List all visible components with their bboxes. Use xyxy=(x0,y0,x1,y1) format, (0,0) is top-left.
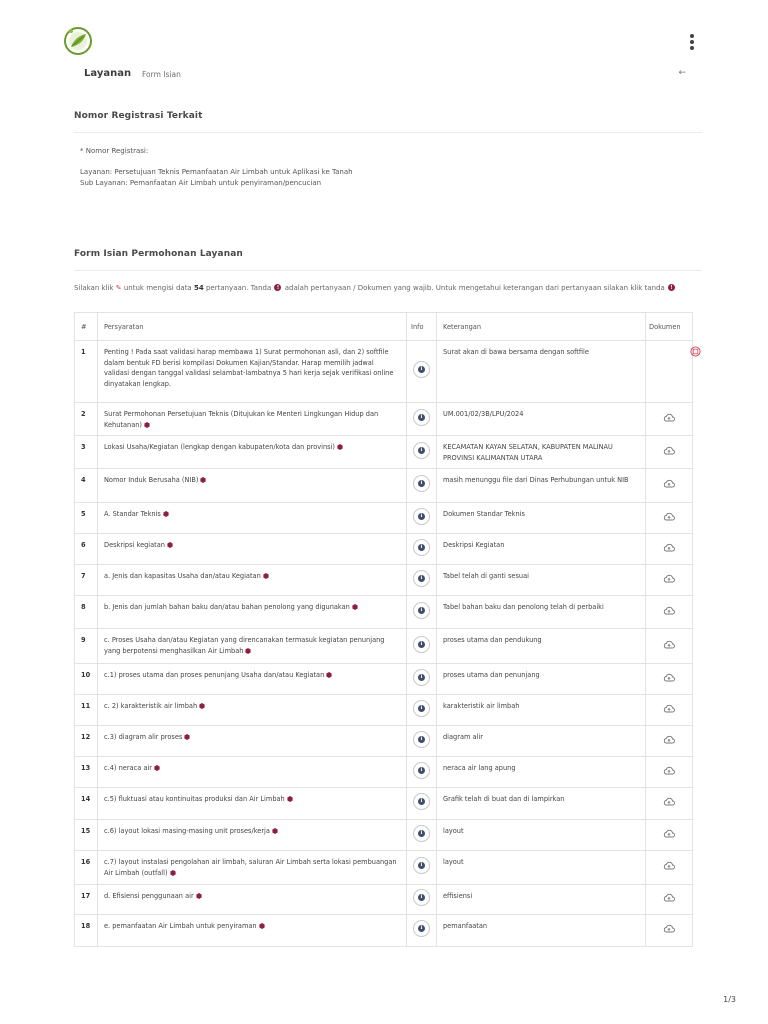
info-icon[interactable] xyxy=(413,825,430,842)
dokumen-cell xyxy=(646,629,693,664)
row-number: 2 xyxy=(75,403,98,436)
required-hexagon-icon xyxy=(184,734,190,740)
column-header-info: Info xyxy=(407,313,437,341)
keterangan-cell: masih menunggu file dari Dinas Perhubungan untuk NIB xyxy=(437,469,646,503)
row-number: 16 xyxy=(75,851,98,885)
cloud-upload-icon[interactable] xyxy=(663,413,675,422)
requirement-text: Surat Permohonan Persetujuan Teknis (Ditujukan ke Menteri Lingkungan Hidup dan Kehutanan) xyxy=(104,410,379,429)
info-cell xyxy=(407,664,437,695)
requirement-cell xyxy=(98,726,407,757)
info-cell xyxy=(407,757,437,788)
navbar xyxy=(84,68,690,82)
row-number: 18 xyxy=(75,914,98,946)
nav-title[interactable]: Layanan xyxy=(84,68,132,79)
requirement-cell xyxy=(98,503,407,534)
required-hexagon-icon xyxy=(337,444,343,450)
back-arrow-icon[interactable]: ← xyxy=(678,68,686,78)
intro-text: adalah pertanyaan / Dokumen yang wajib. Untuk mengetahui keterangan dari pertanyaan silakan klik xyxy=(284,284,643,292)
table-row xyxy=(75,503,693,534)
dokumen-cell xyxy=(646,695,693,726)
row-number: 9 xyxy=(75,629,98,664)
required-hexagon-icon xyxy=(259,923,265,929)
sub-layanan-text: Sub Layanan: Pemanfaatan Air Limbah untuk penyiraman/pencucian xyxy=(80,179,322,187)
info-cell xyxy=(407,851,437,885)
keterangan-cell: neraca air lang apung xyxy=(437,757,646,788)
kebab-dot xyxy=(690,34,694,38)
info-cell xyxy=(407,403,437,436)
dokumen-cell xyxy=(646,565,693,596)
info-icon[interactable] xyxy=(413,361,430,378)
table-row xyxy=(75,820,693,851)
row-number: 17 xyxy=(75,885,98,915)
keterangan-cell: Tabel telah di ganti sesuai xyxy=(437,565,646,596)
question-count: 54 xyxy=(193,284,204,292)
cloud-upload-icon[interactable] xyxy=(663,797,675,806)
requirements-table xyxy=(74,312,693,947)
cloud-upload-icon[interactable] xyxy=(663,543,675,552)
info-icon[interactable] xyxy=(413,570,430,587)
keterangan-cell: KECAMATAN KAYAN SELATAN, KABUPATEN MALINAU PROVINSI KALIMANTAN UTARA xyxy=(437,436,646,469)
cloud-upload-icon[interactable] xyxy=(663,735,675,744)
info-icon[interactable] xyxy=(413,700,430,717)
requirement-cell xyxy=(98,629,407,664)
requirement-text: c.1) proses utama dan proses penunjang Usaha dan/atau Kegiatan xyxy=(104,671,325,679)
registration-info xyxy=(80,146,353,189)
requirement-text: b. Jenis dan jumlah bahan baku dan/atau bahan penolong yang digunakan xyxy=(104,603,350,611)
required-hexagon-icon xyxy=(154,765,160,771)
info-icon[interactable] xyxy=(413,857,430,874)
column-header-dokumen: Dokumen xyxy=(646,313,693,341)
info-icon[interactable] xyxy=(413,731,430,748)
registration-number-label: * Nomor Registrasi: xyxy=(80,147,149,155)
column-header-keterangan: Keterangan xyxy=(437,313,646,341)
kebab-dot xyxy=(690,40,694,44)
table-row xyxy=(75,596,693,629)
info-cell xyxy=(407,565,437,596)
requirement-text: a. Jenis dan kapasitas Usaha dan/atau Kegiatan xyxy=(104,572,261,580)
keterangan-cell: karakteristik air limbah xyxy=(437,695,646,726)
cloud-upload-icon[interactable] xyxy=(663,673,675,682)
row-number: 4 xyxy=(75,469,98,503)
required-hexagon-icon xyxy=(167,542,173,548)
keterangan-cell: proses utama dan pendukung xyxy=(437,629,646,664)
requirement-cell xyxy=(98,664,407,695)
info-cell xyxy=(407,469,437,503)
row-number: 6 xyxy=(75,534,98,565)
intro-text: Silakan klik xyxy=(74,284,114,292)
info-cell xyxy=(407,788,437,820)
requirement-cell xyxy=(98,820,407,851)
dokumen-cell xyxy=(646,914,693,946)
dokumen-cell xyxy=(646,885,693,915)
intro-text: pertanyaan. Tanda xyxy=(205,284,272,292)
row-number: 5 xyxy=(75,503,98,534)
row-number: 12 xyxy=(75,726,98,757)
row-number: 8 xyxy=(75,596,98,629)
dokumen-cell xyxy=(646,757,693,788)
dokumen-cell xyxy=(646,664,693,695)
required-hexagon-icon xyxy=(196,893,202,899)
requirement-text: A. Standar Teknis xyxy=(104,510,161,518)
leaf-logo-icon[interactable] xyxy=(62,25,94,57)
cloud-upload-icon[interactable] xyxy=(663,574,675,583)
dokumen-cell xyxy=(646,436,693,469)
requirement-cell xyxy=(98,695,407,726)
dokumen-cell xyxy=(646,596,693,629)
keterangan-cell: layout xyxy=(437,820,646,851)
requirement-cell xyxy=(98,788,407,820)
keterangan-cell: effisiensi xyxy=(437,885,646,915)
requirement-text: Lokasi Usaha/Kegiatan (lengkap dengan kabupaten/kota dan provinsi) xyxy=(104,443,335,451)
dokumen-cell xyxy=(646,469,693,503)
required-hexagon-icon xyxy=(352,604,358,610)
info-cell xyxy=(407,726,437,757)
table-row xyxy=(75,726,693,757)
info-cell xyxy=(407,820,437,851)
required-hexagon-icon xyxy=(199,703,205,709)
info-icon[interactable] xyxy=(413,508,430,525)
cloud-upload-icon[interactable] xyxy=(663,640,675,649)
requirement-text: c. 2) karakteristik air limbah xyxy=(104,702,198,710)
registration-section-title: Nomor Registrasi Terkait xyxy=(74,111,203,121)
dokumen-cell xyxy=(646,503,693,534)
dokumen-cell xyxy=(646,788,693,820)
info-icon[interactable] xyxy=(413,539,430,556)
info-cell xyxy=(407,629,437,664)
keterangan-cell: Deskripsi Kegiatan xyxy=(437,534,646,565)
kebab-dot xyxy=(690,46,694,50)
requirement-cell xyxy=(98,596,407,629)
table-row xyxy=(75,341,693,403)
keterangan-cell: diagram alir xyxy=(437,726,646,757)
info-icon[interactable] xyxy=(413,602,430,619)
table-row xyxy=(75,436,693,469)
required-hexagon-icon xyxy=(170,870,176,876)
table-row xyxy=(75,565,693,596)
requirement-cell xyxy=(98,436,407,469)
divider xyxy=(74,132,702,133)
info-cell xyxy=(407,503,437,534)
cloud-upload-icon[interactable] xyxy=(663,606,675,615)
divider xyxy=(74,270,702,271)
requirement-text: c.6) layout lokasi masing-masing unit proses/kerja xyxy=(104,827,270,835)
requirement-cell xyxy=(98,565,407,596)
info-icon[interactable] xyxy=(413,793,430,810)
required-hexagon-icon xyxy=(144,422,150,428)
table-row xyxy=(75,914,693,946)
requirement-text: c.4) neraca air xyxy=(104,764,152,772)
requirement-cell xyxy=(98,469,407,503)
info-icon[interactable] xyxy=(413,636,430,653)
table-row xyxy=(75,403,693,436)
info-cell xyxy=(407,596,437,629)
table-row xyxy=(75,885,693,915)
intro-text: tanda xyxy=(644,284,665,292)
requirement-cell xyxy=(98,885,407,915)
required-hexagon-icon xyxy=(200,477,206,483)
requirement-cell xyxy=(98,534,407,565)
info-dot-icon xyxy=(668,284,675,291)
intro-text: untuk mengisi data xyxy=(123,284,192,292)
dokumen-cell xyxy=(646,534,693,565)
dokumen-cell xyxy=(646,820,693,851)
required-hexagon-icon xyxy=(272,828,278,834)
requirement-cell xyxy=(98,403,407,436)
column-header-persyaratan: Persyaratan xyxy=(98,313,407,341)
required-hexagon-icon xyxy=(245,648,251,654)
page-count: 1/3 xyxy=(723,995,736,1004)
requirement-text: d. Efisiensi penggunaan air xyxy=(104,892,194,900)
row-number: 11 xyxy=(75,695,98,726)
info-icon[interactable] xyxy=(413,889,430,906)
cloud-upload-icon[interactable] xyxy=(663,512,675,521)
dokumen-cell xyxy=(646,726,693,757)
dokumen-cell xyxy=(646,403,693,436)
info-cell xyxy=(407,885,437,915)
info-cell xyxy=(407,341,437,403)
info-icon[interactable] xyxy=(413,442,430,459)
keterangan-cell: Dokumen Standar Teknis xyxy=(437,503,646,534)
requirement-cell xyxy=(98,851,407,885)
kebab-menu-button[interactable] xyxy=(686,34,698,50)
row-number: 7 xyxy=(75,565,98,596)
requirement-cell xyxy=(98,914,407,946)
row-number: 14 xyxy=(75,788,98,820)
form-section-title: Form Isian Permohonan Layanan xyxy=(74,249,243,259)
form-intro xyxy=(74,282,694,294)
required-hexagon-icon xyxy=(263,573,269,579)
column-header-num: # xyxy=(75,313,98,341)
required-hexagon-icon xyxy=(326,672,332,678)
info-icon[interactable] xyxy=(413,762,430,779)
info-cell xyxy=(407,436,437,469)
keterangan-cell: UM.001/02/3B/LPU/2024 xyxy=(437,403,646,436)
layanan-text: Layanan: Persetujuan Teknis Pemanfaatan Air Limbah untuk Aplikasi ke Tanah xyxy=(80,168,353,176)
keterangan-cell: layout xyxy=(437,851,646,885)
table-row xyxy=(75,851,693,885)
cloud-upload-icon[interactable] xyxy=(663,861,675,870)
requirement-text: e. pemanfaatan Air Limbah untuk penyiraman xyxy=(104,921,257,930)
required-hexagon-icon xyxy=(287,796,293,802)
dokumen-cell xyxy=(646,341,693,403)
table-header-row xyxy=(75,313,693,341)
document-badge-icon[interactable] xyxy=(690,346,701,357)
table-row xyxy=(75,664,693,695)
table-row xyxy=(75,695,693,726)
cloud-upload-icon[interactable] xyxy=(663,479,675,488)
dokumen-cell xyxy=(646,851,693,885)
table-row xyxy=(75,629,693,664)
requirement-cell xyxy=(98,757,407,788)
info-icon[interactable] xyxy=(413,409,430,426)
requirement-text: c.3) diagram alir proses xyxy=(104,733,183,741)
row-number: 1 xyxy=(75,341,98,403)
info-icon[interactable] xyxy=(413,920,430,937)
edit-icon: ✎ xyxy=(115,284,122,292)
table-row xyxy=(75,534,693,565)
cloud-upload-icon[interactable] xyxy=(663,924,675,933)
cloud-upload-icon[interactable] xyxy=(663,704,675,713)
required-dot-icon xyxy=(274,284,281,291)
requirement-cell xyxy=(98,341,407,403)
requirement-text: Penting ! Pada saat validasi harap membawa 1) Surat permohonan asli, dan 2) softfile dalam bentuk FD berisi kompilasi Dokumen Kajian/Standar. Harap memilih jadwal validasi dengan tanggal validasi selambat-lambatnya 5 hari kerja sejak verifikasi online dinyatakan lengkap. xyxy=(104,348,394,388)
keterangan-cell: Grafik telah di buat dan di lampirkan xyxy=(437,788,646,820)
info-cell xyxy=(407,695,437,726)
keterangan-cell: proses utama dan penunjang xyxy=(437,664,646,695)
cloud-upload-icon[interactable] xyxy=(663,766,675,775)
info-cell xyxy=(407,914,437,946)
keterangan-cell: Surat akan di bawa bersama dengan softfile xyxy=(437,341,646,403)
cloud-upload-icon[interactable] xyxy=(663,446,675,455)
info-icon[interactable] xyxy=(413,669,430,686)
keterangan-cell: pemanfaatan xyxy=(437,914,646,946)
table-row xyxy=(75,469,693,503)
requirement-text: Nomor Induk Berusaha (NIB) xyxy=(104,476,199,484)
required-hexagon-icon xyxy=(163,511,169,517)
requirement-text: Deskripsi kegiatan xyxy=(104,541,165,549)
info-cell xyxy=(407,534,437,565)
requirement-text: c.5) fluktuasi atau kontinuitas produksi dan Air Limbah xyxy=(104,795,285,803)
row-number: 3 xyxy=(75,436,98,469)
row-number: 10 xyxy=(75,664,98,695)
requirement-text: c.7) layout instalasi pengolahan air limbah, saluran Air Limbah serta lokasi pembuangan Air Limbah (outfall) xyxy=(104,858,397,877)
cloud-upload-icon[interactable] xyxy=(663,893,675,902)
table-row xyxy=(75,788,693,820)
row-number: 15 xyxy=(75,820,98,851)
table-row xyxy=(75,757,693,788)
keterangan-cell: Tabel bahan baku dan penolong telah di perbaiki xyxy=(437,596,646,629)
cloud-upload-icon[interactable] xyxy=(663,829,675,838)
breadcrumb-form-isian[interactable]: Form Isian xyxy=(142,70,181,79)
requirement-text: c. Proses Usaha dan/atau Kegiatan yang direncanakan termasuk kegiatan penunjang yang berpotensi menghasilkan Air Limbah xyxy=(104,636,385,655)
row-number: 13 xyxy=(75,757,98,788)
info-icon[interactable] xyxy=(413,475,430,492)
